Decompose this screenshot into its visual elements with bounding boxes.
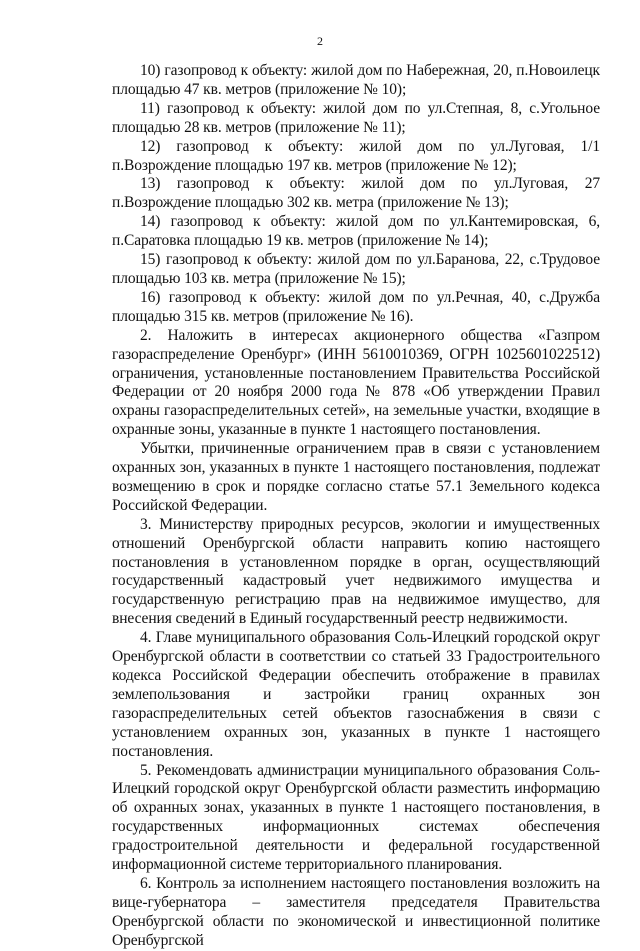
page-number: 2: [317, 34, 323, 48]
paragraph-losses: Убытки, причиненные ограничением прав в связи с установлением охранных зон, указанных в пункте 1 настоящего постановления, подлежат возмещению в срок и порядке согласно статье 57.1 Земельного кодекса Российской Федерации.: [112, 440, 600, 514]
paragraph-clause-4: 4. Главе муниципального образования Соль-Илецкий городской округ Оренбургской области в соответствии со статьей 33 Градостроительного кодекса Российской Федерации обеспечить отображение в правилах землепользования и застройки границ охранных зон газораспределительных сетей объектов газоснабжения в связи с установлением охранных зон, указанных в пункте 1 настоящего постановления.: [112, 629, 600, 760]
paragraph-item-11: 11) газопровод к объекту: жилой дом по ул.Степная, 8, с.Угольное площадью 28 кв. метров (приложение № 11);: [112, 99, 600, 136]
paragraph-clause-3: 3. Министерству природных ресурсов, экологии и имущественных отношений Оренбургской области направить копию настоящего постановления в установленном порядке в орган, осуществляющий государственный кадастровый учет недвижимого имущества и государственную регистрацию прав на недвижимое имущество, для внесения сведений в Единый государственный реестр недвижимости.: [112, 515, 600, 628]
paragraph-clause-2: 2. Наложить в интересах акционерного общества «Газпром газораспределение Оренбург» (ИНН 5610010369, ОГРН 1025601022512) ограничения, установленные постановлением Правительства Российской Федерации от 20 ноября 2000 года № 878 «Об утверждении Правил охраны газораспределительных сетей», на земельные участки, входящие в охранные зоны, указанные в пункте 1 настоящего постановления.: [112, 326, 600, 439]
paragraph-item-14: 14) газопровод к объекту: жилой дом по ул.Кантемировская, 6, п.Саратовка площадью 19 кв. метров (приложение № 14);: [112, 213, 600, 250]
document-body: [112, 62, 600, 951]
paragraph-item-15: 15) газопровод к объекту: жилой дом по ул.Баранова, 22, с.Трудовое площадью 103 кв. метра (приложение № 15);: [112, 251, 600, 287]
paragraph-item-12: 12) газопровод к объекту: жилой дом по ул.Луговая, 1/1 п.Возрождение площадью 197 кв. метров (приложение № 12);: [112, 137, 600, 174]
paragraph-item-13: 13) газопровод к объекту: жилой дом по ул.Луговая, 27 п.Возрождение площадью 302 кв. метра (приложение № 13);: [112, 175, 600, 212]
paragraph-clause-6: 6. Контроль за исполнением настоящего постановления возложить на вице-губернатора – заместителя председателя Правительства Оренбургской области по экономической и инвестиционной политике Оренбургской: [112, 874, 600, 949]
paragraph-clause-5: 5. Рекомендовать администрации муниципального образования Соль-Илецкий городской округ Оренбургской области разместить информацию об охранных зонах, указанных в пункте 1 настоящего постановления, в государственных информационных системах обеспечения градостроительной деятельности и федеральной государственной информационной системе территориального планирования.: [112, 761, 600, 874]
paragraph-item-10: 10) газопровод к объекту: жилой дом по Набережная, 20, п.Новоилецк площадью 47 кв. метров (приложение № 10);: [112, 62, 600, 98]
paragraph-item-16: 16) газопровод к объекту: жилой дом по ул.Речная, 40, с.Дружба площадью 315 кв. метров (приложение № 16).: [112, 288, 600, 325]
